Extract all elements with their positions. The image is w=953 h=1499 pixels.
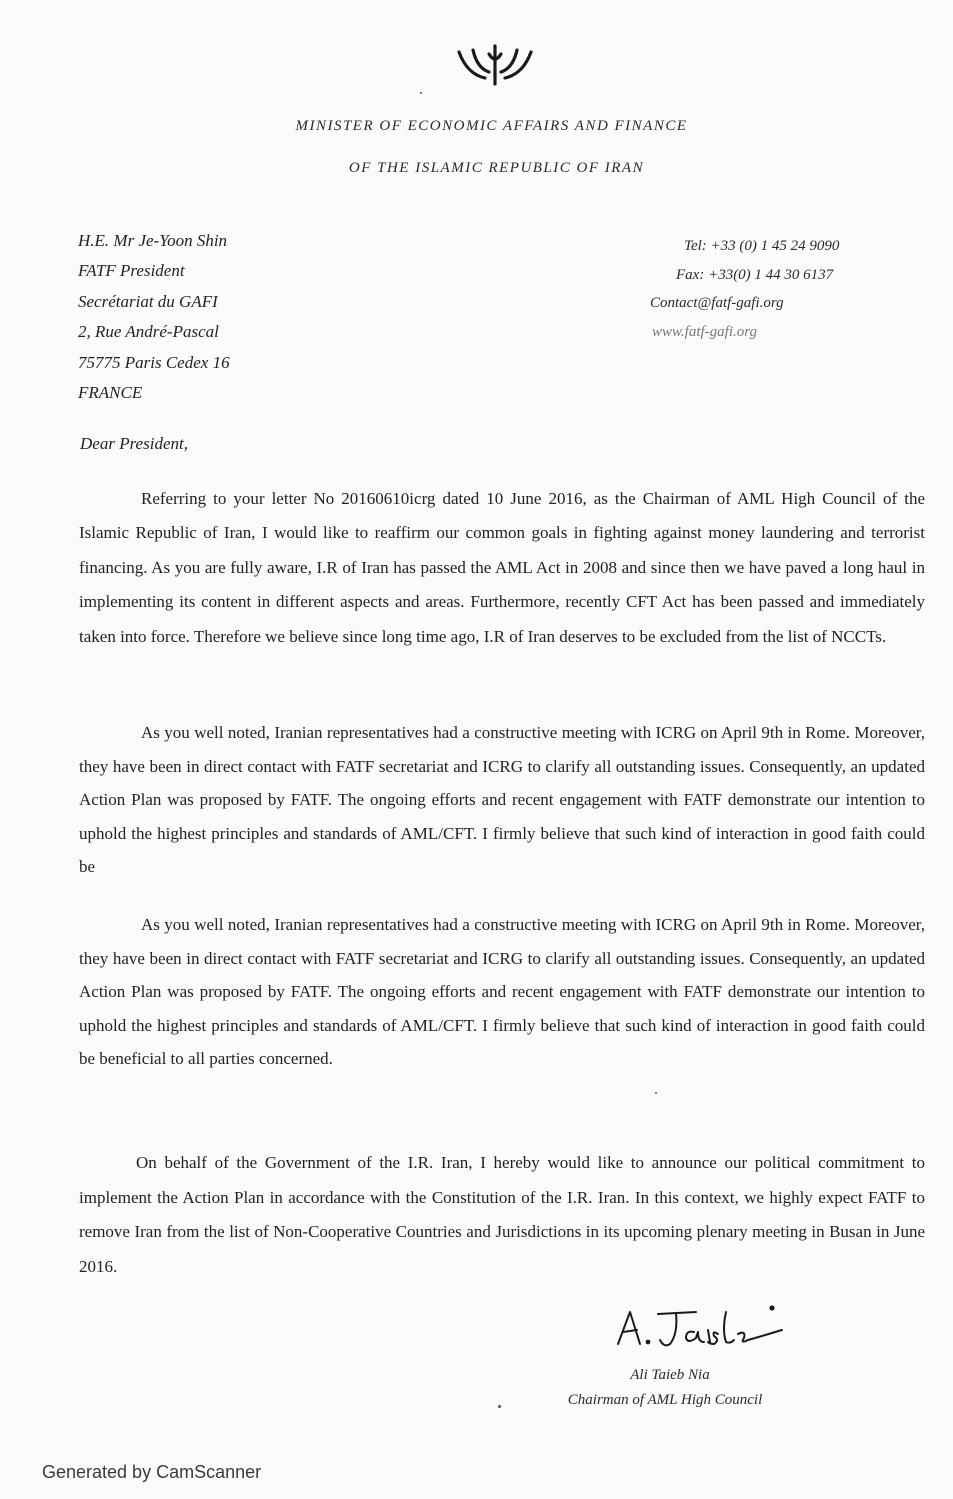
salutation: Dear President, [80,434,188,453]
iran-emblem-icon [445,40,545,88]
signatory-title: Chairman of AML High Council [567,1392,763,1408]
contact-fax: Fax: +33(0) 1 44 30 6137 [676,266,834,283]
contact-email: Contact@fatf-gafi.org [650,295,784,311]
scan-speck [498,1405,501,1408]
body-paragraph: On behalf of the Government of the I.R. Iran, I hereby would like to announce our political commitment to implement the Action Plan in accordance with the Constitution of the I.R. Iran. In this context, we highly expect FATF to remove Iran from the list of Non-Cooperative Countries and Jurisdictions in its upcoming plenary meeting in Busan in June 2016. [79,1153,925,1276]
recipient-line: FATF President [78,261,185,281]
recipient-line: Secrétariat du GAFI [78,291,218,311]
scan-speck [420,92,422,94]
handwritten-signature [612,1300,792,1352]
signatory-name: Ali Taieb Nia [630,1367,710,1383]
recipient-line: H.E. Mr Je-Yoon Shin [78,231,228,250]
contact-web: www.fatf-gafi.org [652,323,758,340]
contact-block [646,232,839,346]
recipient-line: FRANCE [78,383,143,403]
scan-speck [655,1092,657,1094]
body-paragraph: Referring to your letter No 20160610icrg dated 10 June 2016, as the Chairman of AML High Council of the Islamic Republic of Iran, I would like to reaffirm our common goals in fighting against money laundering and terrorist financing. As you are fully aware, I.R of Iran has passed the AML Act in 2008 and since then we have paved a long haul in implementing its content in different aspects and areas. Furthermore, recently CFT Act has been passed and immediately taken into force. Therefore we believe since long time ago, I.R of Iran deserves to be excluded from the list of NCCTs. [79,489,925,646]
recipient-line: 75775 Paris Cedex 16 [78,352,230,372]
letterhead-title: MINISTER OF ECONOMIC AFFAIRS AND FINANCE [295,118,688,134]
recipient-line: 2, Rue André-Pascal [78,322,219,342]
recipient-address [78,226,230,408]
body-paragraph: As you well noted, Iranian representatives had a constructive meeting with ICRG on April 9th in Rome. Moreover, they have been in direct contact with FATF secretariat and ICRG to clarify all outstanding issues. Consequently, an updated Action Plan was proposed by FATF. The ongoing efforts and recent engagement with FATF demonstrate our intention to uphold the highest principles and standards of AML/CFT. I firmly believe that such kind of interaction in good faith could be [79,723,925,876]
letterhead-subtitle: OF THE ISLAMIC REPUBLIC OF IRAN [348,160,645,176]
contact-tel: Tel: +33 (0) 1 45 24 9090 [684,238,840,254]
body-paragraph: As you well noted, Iranian representatives had a constructive meeting with ICRG on April 9th in Rome. Moreover, they have been in direct contact with FATF secretariat and ICRG to clarify all outstanding issues. Consequently, an updated Action Plan was proposed by FATF. The ongoing efforts and recent engagement with FATF demonstrate our intention to uphold the highest principles and standards of AML/CFT. I firmly believe that such kind of interaction in good faith could be beneficial to all parties concerned. [79,915,925,1068]
camscanner-footer: Generated by CamScanner [42,1462,262,1482]
